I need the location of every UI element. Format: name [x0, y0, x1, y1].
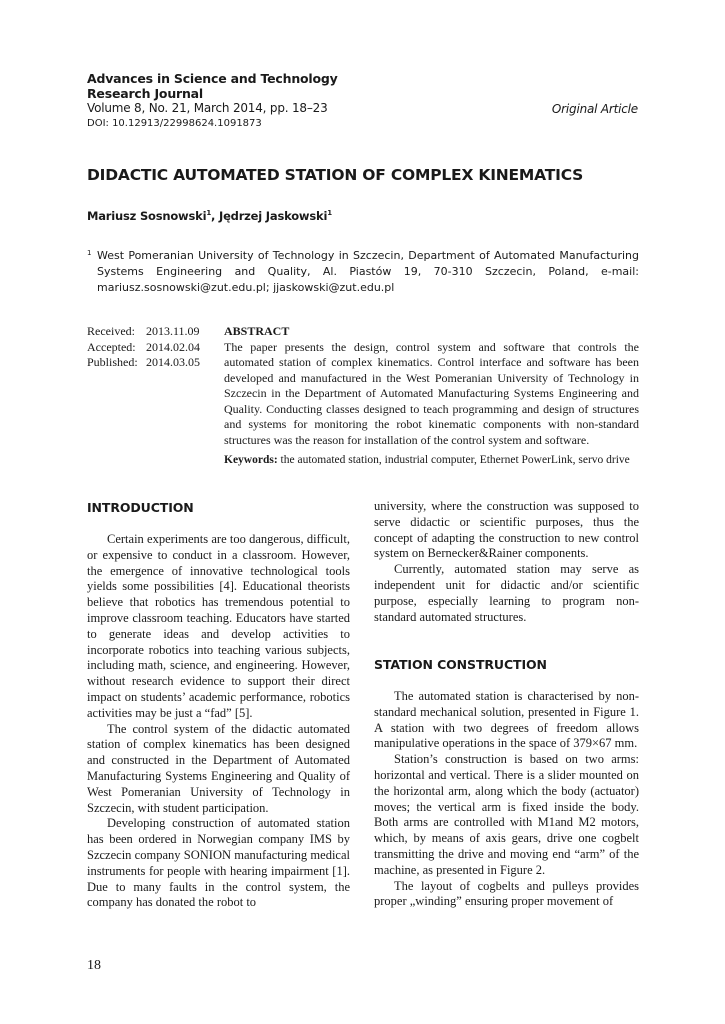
paper-title: DIDACTIC AUTOMATED STATION OF COMPLEX KINEMATICS — [87, 166, 584, 184]
paragraph: university, where the construction was supposed to serve didactic or scientific purposes, thus the concept of adapting the construction to new control system on Bernecker&Rainer components. — [374, 499, 639, 561]
keywords-label: Keywords: — [224, 454, 278, 466]
publication-dates — [87, 324, 217, 371]
paragraph: The control system of the didactic automated station of complex kinematics has been designed and constructed in the Department of Automated Manufacturing Systems Engineering and Quality of West Pomeranian University of Technology in Szczecin, with student participation. — [87, 721, 350, 815]
keywords-text: the automated station, industrial computer, Ethernet PowerLink, servo drive — [277, 454, 630, 466]
paragraph: Currently, automated station may serve as independent unit for didactic and/or scientific purpose, especially learning to program non-standard automated structures. — [374, 562, 639, 624]
author-name: Jędrzej Jaskowski — [218, 209, 328, 223]
abstract — [224, 324, 639, 448]
date-value: 2014.02.04 — [146, 339, 200, 354]
right-column-top — [374, 499, 639, 625]
date-row — [87, 340, 217, 356]
abstract-text: The paper presents the design, control system and software that controls the automated station of complex kinematics. Control interface and software has been developed and manufactured in the West Pomeranian University of Technology in Szczecin in the Department of Automated Manufacturing Systems Engineering and Quality. Conducting classes designed to teach programming and design of structures and systems for monitoring the robot kinematic components with non-standard structures was the reason for installation of the control system and software. — [224, 339, 639, 447]
date-value: 2013.11.09 — [146, 324, 200, 338]
date-label: Published: — [87, 355, 138, 369]
author-name: Mariusz Sosnowski — [87, 209, 207, 223]
journal-name-line1: Advances in Science and Technology — [87, 71, 338, 86]
date-label: Received: — [87, 324, 135, 338]
paragraph: Certain experiments are too dangerous, difficult, or expensive to conduct in a classroom. However, the emergence of innovative technological tools yields some possibilities [4]. Educational theorists believe that robotics has tremendous potential to improve classroom teaching. Educators have started to generate ideas and develop activities to incorporate robotics into teaching various subjects, including math, science, and engineering. However, without research evidence to support their direct impact on students’ academic performance, robotics activities may be just a “fad” [5]. — [87, 532, 350, 720]
affiliation-mark: 1 — [87, 249, 92, 257]
author-affiliation-mark: 1 — [206, 209, 211, 218]
journal-name-line2: Research Journal — [87, 86, 204, 101]
journal-volume: Volume 8, No. 21, March 2014, pp. 18–23 — [87, 101, 328, 115]
journal-doi: DOI: 10.12913/22998624.1091873 — [87, 118, 262, 129]
paragraph: Developing construction of automated station has been ordered in Norwegian company IMS by Szczecin company SONION manufacturing medical instruments for people with hearing impairment [1]. Due to many faults in the control system, the company has donated the robot to — [87, 816, 350, 910]
section-heading-introduction: INTRODUCTION — [87, 500, 194, 515]
abstract-heading: ABSTRACT — [224, 324, 290, 338]
paragraph: The automated station is characterised by non-standard mechanical solution, presented in Figure 1. A station with two degrees of freedom allows manipulative operations in the space of 379×67 mm. — [374, 689, 639, 751]
left-column — [87, 532, 350, 911]
date-label: Accepted: — [87, 339, 136, 354]
section-heading-station-construction: STATION CONSTRUCTION — [374, 657, 547, 672]
article-type: Original Article — [551, 102, 638, 116]
date-row — [87, 355, 217, 371]
keywords — [224, 453, 639, 468]
right-column-bottom — [374, 689, 639, 910]
author-affiliation-mark: 1 — [327, 209, 332, 218]
journal-info — [87, 71, 417, 130]
date-value: 2014.03.05 — [146, 355, 200, 369]
author-list — [87, 209, 332, 223]
affiliation-text: West Pomeranian University of Technology in Szczecin, Department of Automated Manufacturing Systems Engineering and Quality, Al. Piastów 19, 70-310 Szczecin, Poland, e-mail: mariusz.sosnowski@zut.edu.pl; jjaskowski@zut.edu.pl — [97, 249, 639, 294]
page-number: 18 — [87, 958, 101, 973]
paragraph: The layout of cogbelts and pulleys provides proper „winding” ensuring proper movement of — [374, 878, 639, 909]
paragraph: Station’s construction is based on two arms: horizontal and vertical. There is a slider mounted on the horizontal arm, along which the body (actuator) moves; the vertical arm is fixed inside the body. Both arms are controlled with M1and M2 motors, which, by means of axis gears, drive one cogbelt transmitting the drive and moving end “arm” of the machine, as presented in Figure 2. — [374, 752, 639, 877]
date-row — [87, 324, 217, 340]
author-separator: , — [211, 209, 219, 223]
affiliation — [87, 248, 639, 296]
